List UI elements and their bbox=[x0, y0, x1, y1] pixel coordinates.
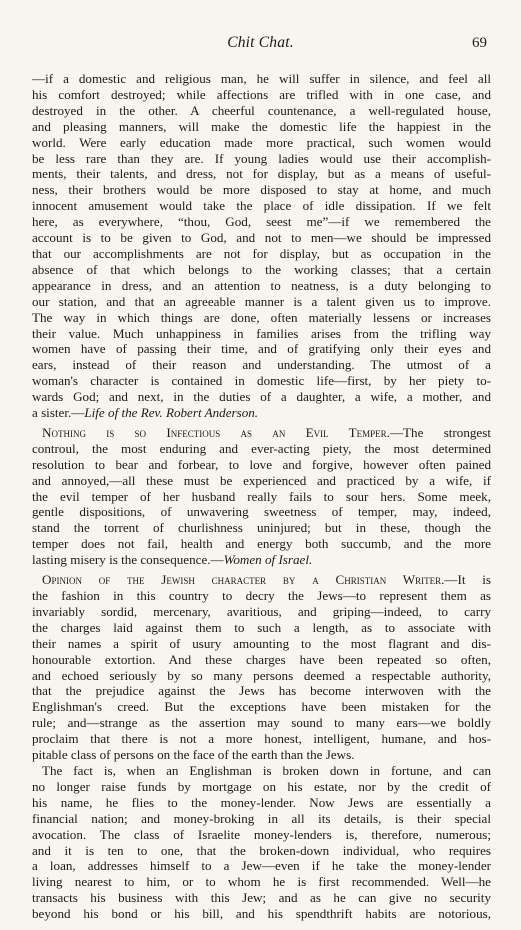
text-line: temper does not fail, health and energy both succumb, and the more bbox=[32, 536, 491, 552]
text-line: the charges laid against them to such a length, as to associate with bbox=[32, 619, 491, 635]
text-line: and pleasing manners, will make the domestic life the happiest in the bbox=[32, 118, 491, 134]
text-fragment: lasting misery is the consequence.— bbox=[32, 552, 224, 568]
text-line: The way in which things are done, often materially lessens or increases bbox=[32, 309, 491, 325]
text-line: account is to be given to God, and not to men—we should be impressed bbox=[32, 230, 491, 246]
text-line: destroyed in the other. A cheerful countenance, a well-regulated house, bbox=[32, 102, 491, 118]
text-line: living nearest to him, or to whom he is first recommended. Well—he bbox=[32, 874, 491, 890]
text-fragment: —The strongest bbox=[389, 424, 491, 440]
text-line: woman's character is contained in domestic life—first, by her piety to- bbox=[32, 373, 491, 389]
text-line bbox=[32, 425, 491, 441]
text-line: controul, the most enduring and ever-acting piety, the most determined bbox=[32, 440, 491, 456]
page-number: 69 bbox=[472, 35, 487, 51]
text-line: beyond his bond or his bill, and his spendthrift habits are notorious, bbox=[32, 906, 491, 922]
text-line: —if a domestic and religious man, he will suffer in silence, and feel all bbox=[32, 71, 491, 86]
paragraph-evil-temper bbox=[32, 425, 491, 568]
text-line: ments, their talents, and dress, not for display, but as a means of useful- bbox=[32, 166, 491, 182]
attribution: Life of the Rev. Robert Anderson. bbox=[84, 405, 259, 421]
text-line: world. Were early education made more practical, such women would bbox=[32, 134, 491, 150]
text-line: wards God; and next, in the duties of a daughter, a wife, a mother, and bbox=[32, 389, 491, 405]
text-line: the evil temper of her husband really fails to sour hers. Some meek, bbox=[32, 488, 491, 504]
text-line: stand the torrent of churlishness uninjured; but in these, though the bbox=[32, 520, 491, 536]
text-line: no longer raise funds by mortgage on his estate, nor by the credit of bbox=[32, 778, 491, 794]
page-body bbox=[32, 71, 491, 922]
text-line: appearance in dress, and an attention to neatness, is a duty belonging to bbox=[32, 277, 491, 293]
text-line: that our accomplishments are not for display, but as occupation in the bbox=[32, 245, 491, 261]
text-line: Englishman's creed. But the exceptions have been mistaken for the bbox=[32, 699, 491, 715]
text-line bbox=[32, 572, 491, 588]
running-title: Chit Chat. bbox=[227, 34, 294, 51]
text-line: invariably sordid, mercenary, avaritious, and griping—indeed, to carry bbox=[32, 603, 491, 619]
text-line: the fashion in this country to decry the Jews—to represent them as bbox=[32, 588, 491, 603]
paragraph-money-lenders bbox=[32, 763, 491, 922]
section-heading: Opinion of the Jewish character by a Christian Writer. bbox=[42, 572, 445, 588]
paragraph-jewish-character bbox=[32, 572, 491, 763]
text-line: avocation. The class of Israelite money-lenders is, therefore, numerous; bbox=[32, 826, 491, 842]
text-fragment: a sister.— bbox=[32, 405, 85, 421]
text-line: his name, he flies to the money-lender. Now Jews are essentially a bbox=[32, 794, 491, 810]
text-line: their value. Much unhappiness in families arises from the trifling way bbox=[32, 325, 491, 341]
text-line bbox=[32, 405, 491, 421]
text-line: our station, and that an agreeable manner is a talent given us to improve. bbox=[32, 293, 491, 309]
text-line: and echoed seriously by so many persons deemed a respectable authority, bbox=[32, 667, 491, 683]
text-fragment: —It is bbox=[444, 572, 491, 588]
text-line: his comfort destroyed; while affections are trifled with in one case, and bbox=[32, 86, 491, 102]
text-line: The fact is, when an Englishman is broken down in fortune, and can bbox=[42, 762, 491, 778]
text-line: gentle dispositions, of unwavering sweetness of temper, may, indeed, bbox=[32, 504, 491, 520]
text-line: ears, instead of their reason and understanding. The utmost of a bbox=[32, 357, 491, 373]
text-line: a loan, addresses himself to a Jew—even if he take the money-lender bbox=[32, 858, 491, 874]
text-line: resolution to bear and forbear, to love and forgive, however often pained bbox=[32, 456, 491, 472]
text-line: that the prejudice against the Jews has become interwoven with the bbox=[32, 683, 491, 699]
text-line: and annoyed,—all these must be experienced and practiced by a wife, if bbox=[32, 472, 491, 488]
text-line: rule; and—strange as the assertion may sound to many ears—we boldly bbox=[32, 715, 491, 731]
text-line: pitable class of persons on the face of the earth than the Jews. bbox=[32, 747, 355, 763]
text-line: and it is ten to one, that the broken-down individual, who requires bbox=[32, 842, 491, 858]
section-heading: Nothing is so Infectious as an Evil Temper. bbox=[42, 424, 390, 440]
text-line: innocent amusement would take the place of idle dissipation. If we felt bbox=[32, 198, 491, 214]
text-line: proclaim that there is not a more honest, intelligent, humane, and hos- bbox=[32, 731, 491, 747]
text-line: women have of passing their time, and of gratifying only their eyes and bbox=[32, 341, 491, 357]
text-line bbox=[32, 552, 491, 568]
text-line: absence of that which belongs to the working classes; that a certain bbox=[32, 261, 491, 277]
text-line: honourable extortion. And these charges have been repeated so often, bbox=[32, 651, 491, 667]
text-line: here, as everywhere, “thou, God, seest me”—if we remembered the bbox=[32, 214, 491, 230]
text-line: financial nation; and money-broking in all its details, is their special bbox=[32, 810, 491, 826]
text-line: ness, their brothers would be more disposed to stay at home, and much bbox=[32, 182, 491, 198]
page-header bbox=[0, 34, 521, 54]
paragraph-domestic-life bbox=[32, 71, 491, 421]
text-line: be less rare than they are. If young ladies would use their accomplish- bbox=[32, 150, 491, 166]
attribution: Women of Israel. bbox=[223, 552, 313, 568]
text-line: their names a spirit of usury amounting to the most flagrant and dis- bbox=[32, 635, 491, 651]
text-line: transacts his business with this Jew; and as he can give no security bbox=[32, 890, 491, 906]
